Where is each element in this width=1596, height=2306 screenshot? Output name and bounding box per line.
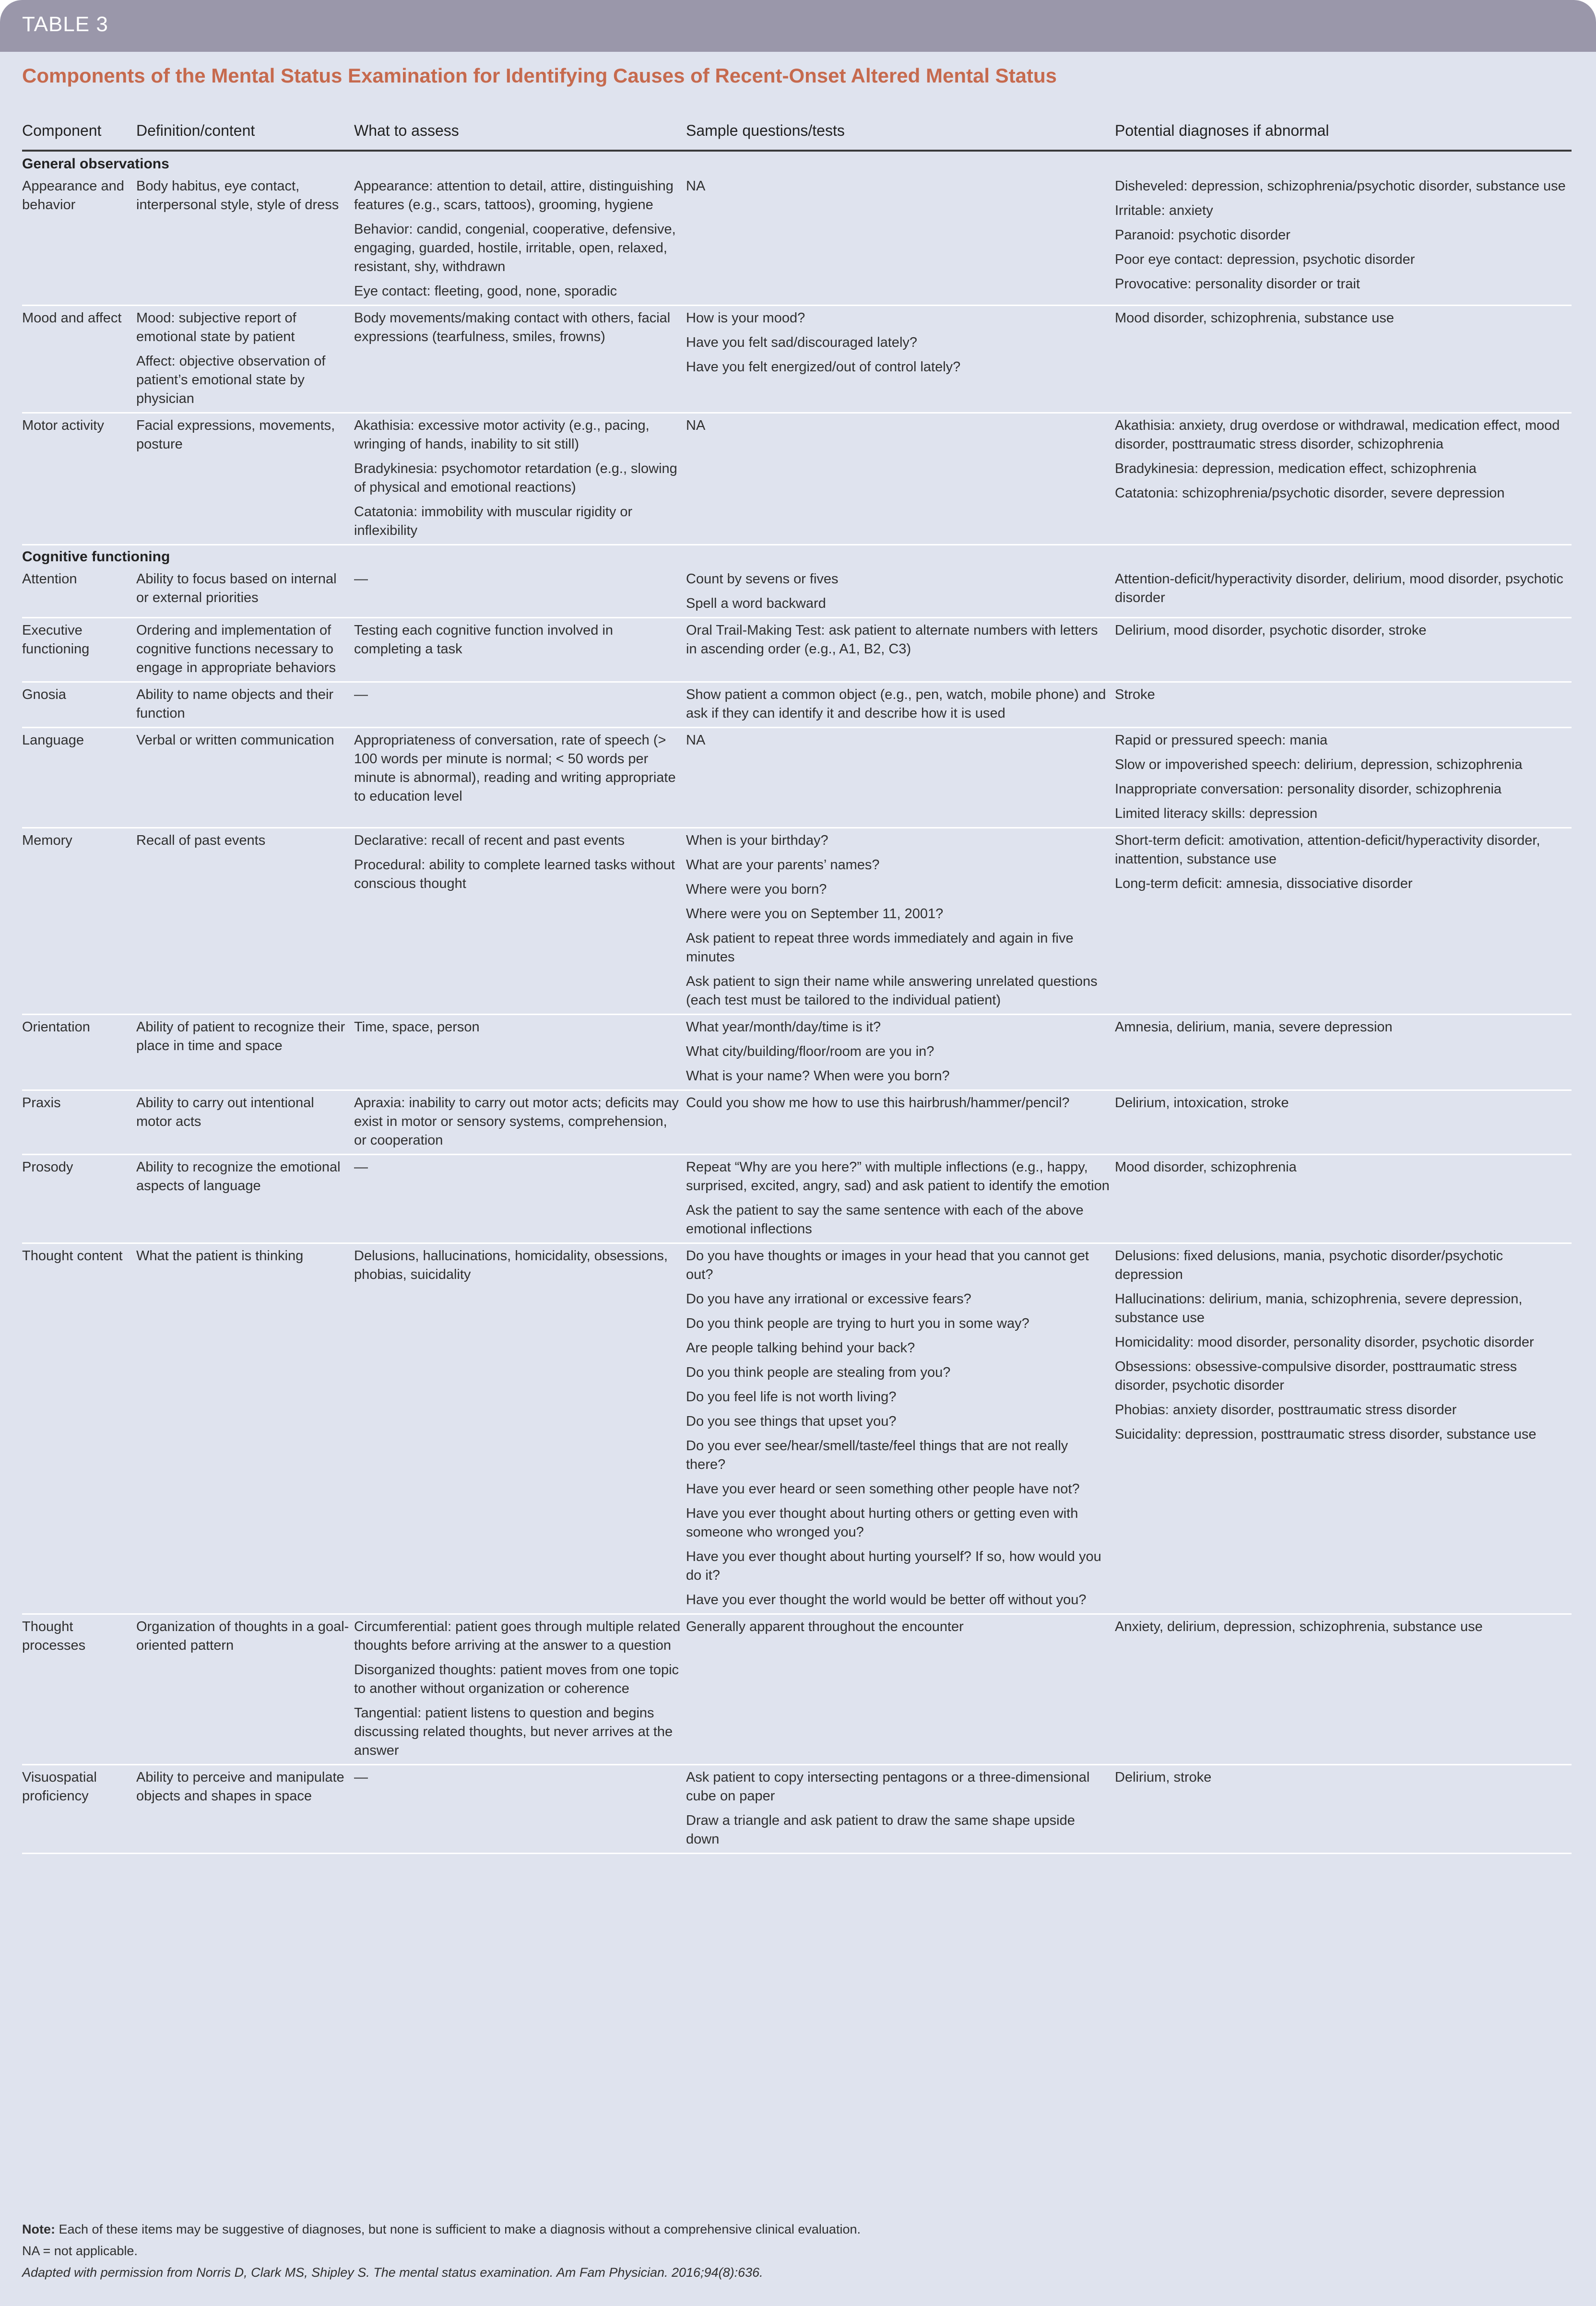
cell-line: Generally apparent throughout the encounter [686,1619,964,1634]
assess-cell [354,1243,686,1614]
table-row [22,1243,1572,1614]
table-row [22,1090,1572,1155]
cell-line: Stroke [1115,687,1155,702]
diagnoses-cell [1115,1243,1572,1614]
cell-line: Appearance: attention to detail, attire, distinguishing features (e.g., scars, tattoos), grooming, hygiene [354,178,674,213]
assess-cell [354,1015,686,1090]
cell-line: — [354,1770,368,1785]
definition-cell [136,618,354,682]
cell-line: NA [686,733,706,748]
cell-line: Count by sevens or fives [686,571,839,587]
cell-line: Mood: subjective report of emotional state by patient [136,310,296,344]
cell-line: — [354,687,368,702]
cell-line: Ability to perceive and manipulate objects and shapes in space [136,1770,344,1804]
column-header-assess: What to assess [354,122,459,139]
cell-line: Do you have thoughts or images in your head that you cannot get out? [686,1248,1089,1282]
assess-cell [354,413,686,545]
cell-line: — [354,571,368,587]
assess-cell [354,682,686,728]
definition-cell [136,728,354,828]
table-row [22,306,1572,413]
questions-cell [686,728,1115,828]
cell-line: Oral Trail-Making Test: ask patient to alternate numbers with letters in ascending order (e.g., A1, B2, C3) [686,623,1098,657]
definition-cell [136,1614,354,1765]
cell-line: Affect: objective observation of patient’s emotional state by physician [136,354,326,406]
cell-line: Have you ever thought about hurting others or getting even with someone who wronged you? [686,1506,1078,1540]
component-cell: Memory [22,828,136,1015]
assess-cell [354,174,686,306]
table-body [22,153,1572,1854]
cell-line: Hallucinations: delirium, mania, schizophrenia, severe depression, substance use [1115,1291,1523,1325]
footnote-abbreviation: NA = not applicable. [22,2244,138,2258]
questions-cell [686,1765,1115,1854]
cell-line: Slow or impoverished speech: delirium, depression, schizophrenia [1115,757,1523,772]
cell-line: Delirium, mood disorder, psychotic disorder, stroke [1115,623,1427,638]
assess-cell [354,1090,686,1155]
definition-cell [136,682,354,728]
column-header-diagnoses: Potential diagnoses if abnormal [1115,122,1329,139]
table-label-bar [0,0,1596,52]
component-cell: Thought content [22,1243,136,1614]
component-cell: Prosody [22,1155,136,1243]
component-cell: Appearance and behavior [22,174,136,306]
cell-line: Ability to recognize the emotional aspects of language [136,1159,341,1194]
component-cell: Visuospatial proficiency [22,1765,136,1854]
cell-line: Facial expressions, movements, posture [136,418,335,452]
cell-line: What city/building/floor/room are you in? [686,1044,934,1059]
cell-line: Anxiety, delirium, depression, schizophrenia, substance use [1115,1619,1483,1634]
cell-line: Behavior: candid, congenial, cooperative, defensive, engaging, guarded, hostile, irritable, open, relaxed, resistant, shy, withdrawn [354,222,676,274]
table-row [22,567,1572,618]
cell-line: Ask the patient to say the same sentence with each of the above emotional inflections [686,1203,1084,1237]
cell-line: Ask patient to sign their name while answering unrelated questions (each test must be tailored to the individual patient) [686,974,1098,1008]
component-cell: Thought processes [22,1614,136,1765]
questions-cell [686,567,1115,618]
cell-line: Amnesia, delirium, mania, severe depression [1115,1019,1393,1035]
assess-cell [354,828,686,1015]
table-row [22,413,1572,545]
cell-line: Limited literacy skills: depression [1115,806,1318,821]
cell-line: Eye contact: fleeting, good, none, sporadic [354,284,617,299]
cell-line: — [354,1159,368,1175]
cell-line: Apraxia: inability to carry out motor acts; deficits may exist in motor or sensory systems, comprehension, or cooperation [354,1095,679,1148]
assess-cell [354,1765,686,1854]
table-row [22,174,1572,306]
diagnoses-cell [1115,1015,1572,1090]
component-cell: Gnosia [22,682,136,728]
cell-line: Ordering and implementation of cognitive functions necessary to engage in appropriate behaviors [136,623,336,675]
cell-line: Ability to carry out intentional motor acts [136,1095,314,1129]
footnote-note [22,2219,1572,2240]
questions-cell [686,174,1115,306]
cell-line: Appropriateness of conversation, rate of speech (> 100 words per minute is normal; < 50 words per minute is abnormal), reading and writing appropriate to education level [354,733,676,804]
cell-line: Ability to focus based on internal or external priorities [136,571,337,605]
diagnoses-cell [1115,174,1572,306]
footnote-source-journal: Am Fam Physician. [556,2265,668,2280]
cell-line: Rapid or pressured speech: mania [1115,733,1328,748]
questions-cell [686,1155,1115,1243]
cell-line: Ability of patient to recognize their place in time and space [136,1019,345,1053]
questions-cell [686,1243,1115,1614]
diagnoses-cell [1115,306,1572,413]
component-cell: Executive functioning [22,618,136,682]
table-row [22,1614,1572,1765]
section-header-row [22,545,1572,568]
footnote-note-label: Note: [22,2222,55,2236]
cell-line: NA [686,418,706,433]
cell-line: Show patient a common object (e.g., pen, watch, mobile phone) and ask if they can identify it and describe how it is used [686,687,1106,721]
cell-line: Short-term deficit: amotivation, attention-deficit/hyperactivity disorder, inattention, substance use [1115,833,1540,867]
cell-line: Delirium, stroke [1115,1770,1212,1785]
questions-cell [686,413,1115,545]
component-cell: Praxis [22,1090,136,1155]
assess-cell [354,567,686,618]
cell-line: Akathisia: excessive motor activity (e.g., pacing, wringing of hands, inability to sit still) [354,418,650,452]
cell-line: Provocative: personality disorder or trait [1115,276,1360,292]
component-cell: Motor activity [22,413,136,545]
table-footnotes [22,2219,1572,2283]
diagnoses-cell [1115,1765,1572,1854]
cell-line: What are your parents’ names? [686,857,880,873]
cell-line: Inappropriate conversation: personality disorder, schizophrenia [1115,781,1502,797]
cell-line: Homicidality: mood disorder, personality disorder, psychotic disorder [1115,1335,1534,1350]
definition-cell [136,1090,354,1155]
definition-cell [136,1765,354,1854]
cell-line: What the patient is thinking [136,1248,304,1264]
cell-line: How is your mood? [686,310,805,326]
cell-line: Phobias: anxiety disorder, posttraumatic stress disorder [1115,1402,1457,1418]
questions-cell [686,828,1115,1015]
cell-line: Attention-deficit/hyperactivity disorder, delirium, mood disorder, psychotic disorder [1115,571,1563,605]
cell-line: Spell a word backward [686,596,826,611]
assess-cell [354,1614,686,1765]
cell-line: Verbal or written communication [136,733,334,748]
component-cell: Language [22,728,136,828]
cell-line: Do you have any irrational or excessive fears? [686,1291,971,1307]
column-header-row [22,119,1572,152]
diagnoses-cell [1115,1090,1572,1155]
definition-cell [136,1243,354,1614]
cell-line: Disheveled: depression, schizophrenia/psychotic disorder, substance use [1115,178,1566,194]
component-cell: Orientation [22,1015,136,1090]
definition-cell [136,306,354,413]
cell-line: Ask patient to copy intersecting pentagons or a three-dimensional cube on paper [686,1770,1090,1804]
questions-cell [686,1090,1115,1155]
cell-line: Irritable: anxiety [1115,203,1213,218]
cell-line: Mood disorder, schizophrenia [1115,1159,1297,1175]
cell-line: Have you ever heard or seen something other people have not? [686,1481,1080,1497]
cell-line: Obsessions: obsessive-compulsive disorder, posttraumatic stress disorder, psychotic disorder [1115,1359,1517,1393]
questions-cell [686,682,1115,728]
table-row [22,1765,1572,1854]
cell-line: Paranoid: psychotic disorder [1115,227,1290,243]
cell-line: Delusions, hallucinations, homicidality, obsessions, phobias, suicidality [354,1248,668,1282]
cell-line: Ability to name objects and their function [136,687,334,721]
cell-line: Body movements/making contact with others, facial expressions (tearfulness, smiles, frowns) [354,310,671,344]
assess-cell [354,618,686,682]
table-row [22,728,1572,828]
diagnoses-cell [1115,728,1572,828]
cell-line: Akathisia: anxiety, drug overdose or withdrawal, medication effect, mood disorder, posttraumatic stress disorder, schizophrenia [1115,418,1560,452]
cell-line: Do you ever see/hear/smell/taste/feel things that are not really there? [686,1438,1068,1472]
column-header-definition: Definition/content [136,122,255,139]
cell-line: Long-term deficit: amnesia, dissociative disorder [1115,876,1413,891]
cell-line: Do you think people are stealing from you? [686,1365,951,1380]
footnote-note-text: Each of these items may be suggestive of diagnoses, but none is sufficient to make a diagnosis without a comprehensive clinical evaluation. [59,2222,861,2236]
cell-line: Circumferential: patient goes through multiple related thoughts before arriving at the answer to a question [354,1619,681,1653]
cell-line: Declarative: recall of recent and past events [354,833,625,848]
cell-line: Tangential: patient listens to question and begins discussing related thoughts, but never arrives at the answer [354,1705,673,1758]
cell-line: Have you felt energized/out of control lately? [686,359,961,375]
footnote-source-volume: 2016;94(8):636. [672,2265,763,2280]
definition-cell [136,413,354,545]
cell-line: Organization of thoughts in a goal-oriented pattern [136,1619,349,1653]
definition-cell [136,1155,354,1243]
column-header-questions: Sample questions/tests [686,122,845,139]
cell-line: Catatonia: schizophrenia/psychotic disorder, severe depression [1115,485,1505,501]
cell-line: When is your birthday? [686,833,828,848]
component-cell: Attention [22,567,136,618]
table-row [22,828,1572,1015]
diagnoses-cell [1115,828,1572,1015]
cell-line: Recall of past events [136,833,266,848]
cell-line: Could you show me how to use this hairbrush/hammer/pencil? [686,1095,1070,1111]
cell-line: Where were you on September 11, 2001? [686,906,944,922]
cell-line: Testing each cognitive function involved in completing a task [354,623,614,657]
questions-cell [686,1015,1115,1090]
table-row [22,682,1572,728]
section-title: General observations [22,156,169,172]
mental-status-table [22,153,1572,1854]
cell-line: Body habitus, eye contact, interpersonal style, style of dress [136,178,339,213]
cell-line: Have you felt sad/discouraged lately? [686,335,918,350]
assess-cell [354,306,686,413]
component-cell: Mood and affect [22,306,136,413]
cell-line: NA [686,178,706,194]
cell-line: Have you ever thought the world would be better off without you? [686,1592,1087,1608]
table-number: TABLE 3 [22,12,108,36]
cell-line: Do you see things that upset you? [686,1414,897,1429]
definition-cell [136,174,354,306]
table-row [22,618,1572,682]
cell-line: Suicidality: depression, posttraumatic stress disorder, substance use [1115,1427,1537,1442]
definition-cell [136,567,354,618]
diagnoses-cell [1115,618,1572,682]
cell-line: Ask patient to repeat three words immediately and again in five minutes [686,931,1074,965]
cell-line: What year/month/day/time is it? [686,1019,881,1035]
table-row [22,1015,1572,1090]
table-title: Components of the Mental Status Examination for Identifying Causes of Recent-Onset Altered Mental Status [22,64,1057,87]
cell-line: Procedural: ability to complete learned tasks without conscious thought [354,857,675,891]
diagnoses-cell [1115,682,1572,728]
cell-line: Do you think people are trying to hurt you in some way? [686,1316,1029,1331]
definition-cell [136,1015,354,1090]
cell-line: Time, space, person [354,1019,480,1035]
cell-line: Draw a triangle and ask patient to draw the same shape upside down [686,1813,1075,1847]
questions-cell [686,1614,1115,1765]
diagnoses-cell [1115,567,1572,618]
column-header-component: Component [22,122,102,139]
cell-line: Have you ever thought about hurting yourself? If so, how would you do it? [686,1549,1101,1583]
cell-line: Bradykinesia: psychomotor retardation (e.g., slowing of physical and emotional reactions) [354,461,677,495]
cell-line: Poor eye contact: depression, psychotic disorder [1115,252,1415,267]
cell-line: Bradykinesia: depression, medication effect, schizophrenia [1115,461,1477,476]
footnote-source [22,2262,1572,2283]
diagnoses-cell [1115,1614,1572,1765]
definition-cell [136,828,354,1015]
questions-cell [686,618,1115,682]
cell-line: Disorganized thoughts: patient moves from one topic to another without organization or coherence [354,1662,679,1696]
section-header-row [22,153,1572,174]
cell-line: Delirium, intoxication, stroke [1115,1095,1289,1111]
diagnoses-cell [1115,1155,1572,1243]
footnote-source-citation: Adapted with permission from Norris D, Clark MS, Shipley S. The mental status examination. [22,2265,554,2280]
cell-line: Repeat “Why are you here?” with multiple inflections (e.g., happy, surprised, excited, angry, sad) and ask patient to identify the emotion [686,1159,1110,1194]
table-row [22,1155,1572,1243]
cell-line: Do you feel life is not worth living? [686,1389,897,1405]
assess-cell [354,728,686,828]
cell-line: Where were you born? [686,882,827,897]
cell-line: Delusions: fixed delusions, mania, psychotic disorder/psychotic depression [1115,1248,1503,1282]
cell-line: Mood disorder, schizophrenia, substance use [1115,310,1394,326]
diagnoses-cell [1115,413,1572,545]
questions-cell [686,306,1115,413]
section-title: Cognitive functioning [22,549,170,565]
cell-line: Are people talking behind your back? [686,1340,915,1356]
assess-cell [354,1155,686,1243]
cell-line: Catatonia: immobility with muscular rigidity or inflexibility [354,504,633,538]
cell-line: What is your name? When were you born? [686,1068,950,1084]
